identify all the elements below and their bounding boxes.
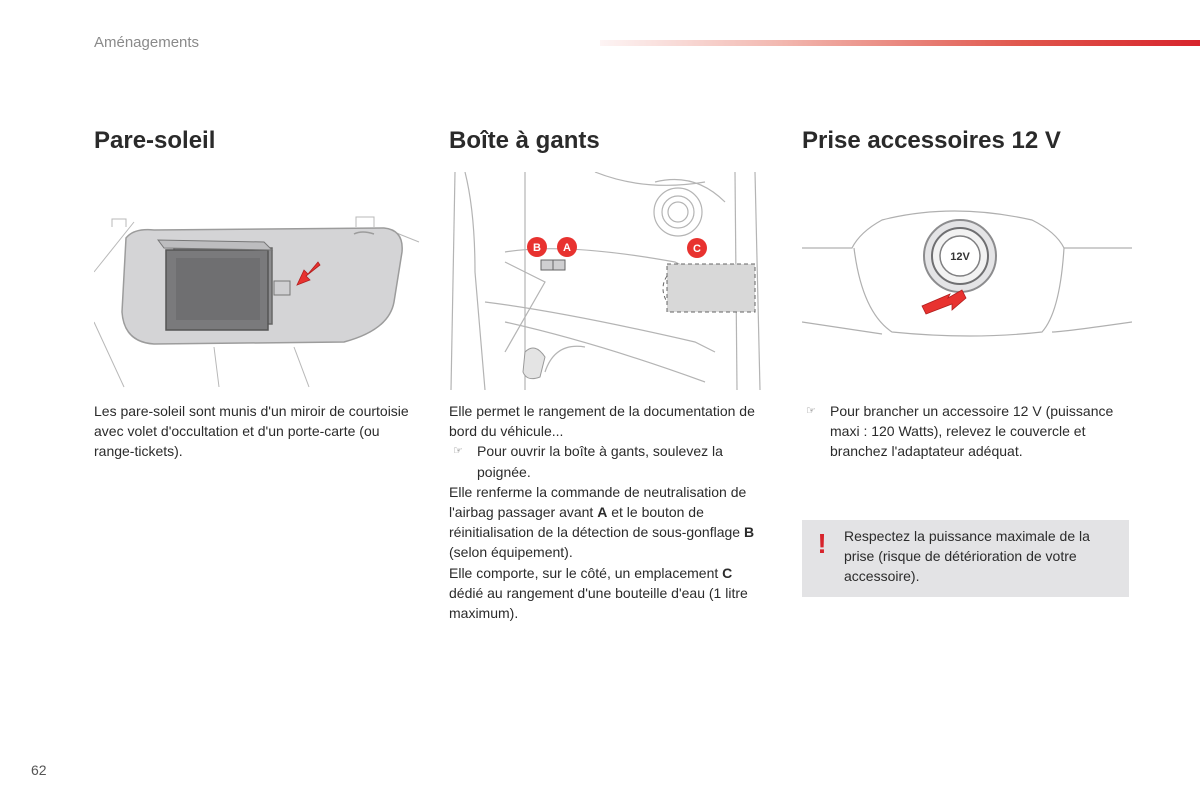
glove-box-bullet: [449, 441, 769, 481]
glove-box-description: [449, 401, 769, 623]
sun-visor-paragraph: Les pare-soleil sont munis d'un miroir de courtoisie avec volet d'occultation et d'un porte-carte (ou range-tickets).: [94, 403, 409, 460]
glove-box-bullet-text: Pour ouvrir la boîte à gants, soulevez la poignée.: [477, 443, 723, 480]
sun-visor-description: [94, 401, 414, 462]
page-number: 62: [31, 762, 47, 778]
sun-visor-title: Pare-soleil: [94, 127, 216, 154]
bullet-hand-icon: ☞: [453, 445, 463, 458]
sun-visor-illustration: [94, 172, 424, 390]
socket-bullet: [802, 401, 1122, 462]
glove-box-illustration: [445, 172, 775, 390]
airbag-text-2: et le bouton de réinitialisation de la détection de sous-gonflage: [449, 504, 744, 541]
airbag-text-1: Elle renferme la commande de neutralisation de l'airbag passager avant: [449, 483, 747, 521]
bottle-text-1: Elle comporte, sur le côté, un emplacement: [449, 564, 723, 581]
marker-a: A: [563, 242, 571, 254]
airbag-ref-a: A: [597, 504, 608, 521]
marker-c: C: [693, 243, 701, 255]
warning-exclamation-icon: !: [817, 528, 827, 559]
socket-bullet-text: Pour brancher un accessoire 12 V (puissance maxi : 120 Watts), relevez le couvercle et branchez l'adaptateur adéquat.: [830, 403, 1114, 460]
glove-box-title: Boîte à gants: [449, 127, 600, 154]
bottle-ref-c: C: [722, 564, 733, 581]
column-sun-visor: [94, 126, 424, 460]
marker-b: B: [533, 242, 541, 254]
glove-box-paragraph-airbag: [449, 482, 769, 563]
bottle-text-2: dédié au rangement d'une bouteille d'eau (1 litre maximum).: [449, 584, 748, 622]
header-accent-bar: [600, 40, 1200, 46]
airbag-ref-b: B: [743, 524, 755, 541]
column-glove-box: [449, 126, 779, 622]
glove-box-paragraph-bottle: [449, 563, 769, 624]
bullet-hand-icon: ☞: [806, 405, 816, 417]
column-12v-socket: [802, 126, 1132, 460]
socket-illustration: [802, 172, 1132, 390]
airbag-text-3: (selon équipement).: [449, 544, 573, 561]
warning-box: [802, 520, 1129, 597]
socket-description: [802, 401, 1122, 462]
socket-title: Prise accessoires 12 V: [802, 127, 1061, 154]
socket-12v-label: 12V: [950, 251, 970, 263]
warning-text: Respectez la puissance maximale de la prise (risque de détérioration de votre accessoire).: [844, 528, 1090, 585]
header-section-label: Aménagements: [94, 34, 200, 51]
glove-box-intro: Elle permet le rangement de la documentation de bord du véhicule...: [449, 403, 755, 440]
